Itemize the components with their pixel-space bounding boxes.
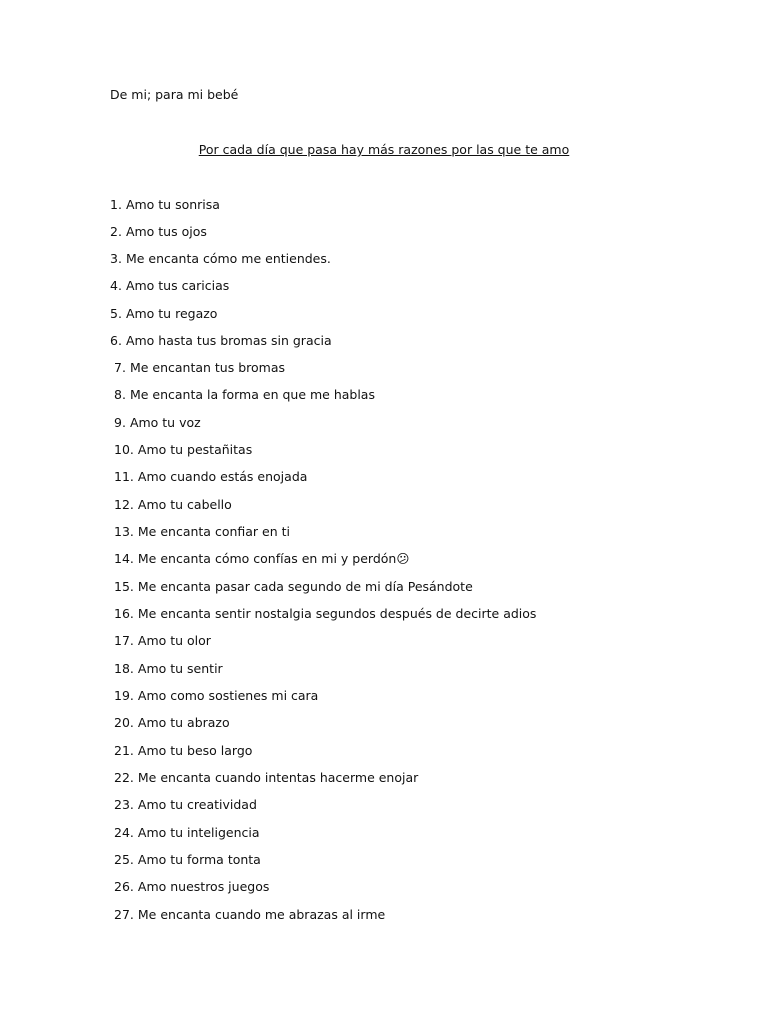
list-item <box>114 687 318 704</box>
item-text: Amo tu olor <box>137 633 211 648</box>
item-text: Amo tus caricias <box>125 278 230 293</box>
item-number: 7. <box>114 360 126 375</box>
item-number: 13. <box>114 524 134 539</box>
item-number: 24. <box>114 825 134 840</box>
item-number: 4. <box>110 278 122 293</box>
item-text: Me encanta cuando intentas hacerme enojar <box>137 770 419 785</box>
item-text: Me encanta cómo confías en mi y perdón😕 <box>137 551 410 566</box>
item-text: Amo tu cabello <box>137 497 232 512</box>
item-number: 3. <box>110 251 122 266</box>
item-number: 22. <box>114 770 134 785</box>
item-number: 12. <box>114 497 134 512</box>
list-item <box>114 769 418 786</box>
list-item <box>114 660 223 677</box>
list-item <box>114 523 290 540</box>
item-text: Me encanta la forma en que me hablas <box>129 387 375 402</box>
item-number: 19. <box>114 688 134 703</box>
item-text: Amo tu sentir <box>137 661 223 676</box>
item-number: 15. <box>114 579 134 594</box>
item-text: Amo nuestros juegos <box>137 879 270 894</box>
item-text: Amo cuando estás enojada <box>137 469 308 484</box>
list-item <box>110 277 229 294</box>
list-item <box>114 550 409 567</box>
list-item <box>114 824 260 841</box>
item-number: 14. <box>114 551 134 566</box>
item-number: 18. <box>114 661 134 676</box>
list-item <box>114 386 375 403</box>
list-item <box>114 742 252 759</box>
item-text: Amo como sostienes mi cara <box>137 688 319 703</box>
item-number: 2. <box>110 224 122 239</box>
list-item <box>114 496 232 513</box>
item-number: 6. <box>110 333 122 348</box>
item-text: Amo tu regazo <box>125 306 218 321</box>
list-item <box>114 605 536 622</box>
item-number: 21. <box>114 743 134 758</box>
item-number: 16. <box>114 606 134 621</box>
item-text: Amo hasta tus bromas sin gracia <box>125 333 332 348</box>
item-number: 9. <box>114 415 126 430</box>
item-number: 17. <box>114 633 134 648</box>
list-item <box>114 468 307 485</box>
item-text: Amo tu creatividad <box>137 797 257 812</box>
document-title: Por cada día que pasa hay más razones por las que te amo <box>198 142 570 157</box>
list-item <box>114 878 269 895</box>
list-item <box>110 250 331 267</box>
item-number: 5. <box>110 306 122 321</box>
item-number: 8. <box>114 387 126 402</box>
list-item <box>114 441 252 458</box>
list-item <box>114 906 385 923</box>
list-item <box>110 196 220 213</box>
item-text: Amo tu pestañitas <box>137 442 253 457</box>
item-number: 11. <box>114 469 134 484</box>
dedication-line: De mi; para mi bebé <box>110 87 239 102</box>
list-item <box>114 632 211 649</box>
item-text: Amo tu sonrisa <box>125 197 220 212</box>
list-item <box>114 851 261 868</box>
item-number: 23. <box>114 797 134 812</box>
list-item <box>114 796 257 813</box>
list-item <box>110 223 207 240</box>
item-number: 25. <box>114 852 134 867</box>
list-item <box>110 305 217 322</box>
item-text: Me encanta confiar en ti <box>137 524 290 539</box>
item-text: Amo tus ojos <box>125 224 207 239</box>
item-number: 20. <box>114 715 134 730</box>
item-text: Me encantan tus bromas <box>129 360 286 375</box>
list-item <box>114 359 285 376</box>
item-text: Me encanta cómo me entiendes. <box>125 251 331 266</box>
item-text: Amo tu inteligencia <box>137 825 260 840</box>
item-text: Me encanta cuando me abrazas al irme <box>137 907 386 922</box>
list-item <box>114 714 230 731</box>
item-number: 1. <box>110 197 122 212</box>
list-item <box>114 578 473 595</box>
list-item <box>114 414 201 431</box>
item-text: Amo tu abrazo <box>137 715 230 730</box>
item-number: 27. <box>114 907 134 922</box>
item-text: Me encanta sentir nostalgia segundos después de decirte adios <box>137 606 537 621</box>
item-text: Amo tu forma tonta <box>137 852 261 867</box>
item-number: 26. <box>114 879 134 894</box>
item-text: Me encanta pasar cada segundo de mi día Pesándote <box>137 579 473 594</box>
list-item <box>110 332 332 349</box>
item-text: Amo tu beso largo <box>137 743 253 758</box>
item-text: Amo tu voz <box>129 415 201 430</box>
item-number: 10. <box>114 442 134 457</box>
